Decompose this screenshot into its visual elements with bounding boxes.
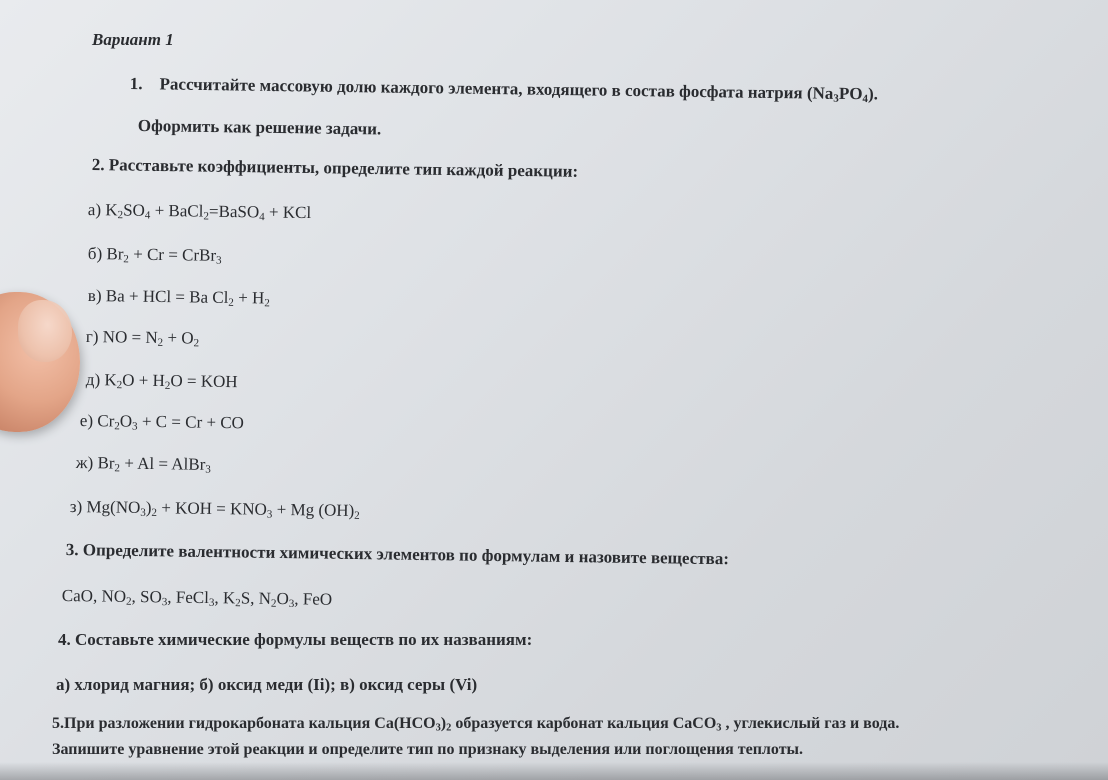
fingernail-image — [18, 300, 72, 362]
task5-part2: образуется карбонат кальция CaCO — [451, 715, 717, 732]
task4-heading: 4. Составьте химические формулы веществ по их названиям: — [58, 630, 533, 649]
reaction-zh: ж) $Br_2 + Al$ = AlBr$_3$ — [75, 453, 211, 476]
reaction-a: а) $K_2SO_4$ + BaCl$_2$=BaSO$_4$ + KCl — [87, 200, 312, 224]
task5-part3: , углекислый газ и вода. — [721, 715, 900, 732]
reaction-v-label: в) — [87, 286, 102, 306]
task4-items: а) хлорид магния; б) оксид меди (Ii); в) оксид серы (Vi) — [56, 675, 478, 694]
task1-end: ). — [867, 84, 879, 104]
task3-heading: 3. Определите валентности химических элементов по формулам и назовите вещества: — [65, 540, 730, 569]
reaction-zh-label: ж) — [75, 453, 94, 473]
reaction-b-label: б) — [87, 244, 103, 264]
reaction-d: д) $K_2O + H_2O$ = KOH — [85, 370, 238, 392]
reaction-e: е) $Cr_2O_3 + C = Cr$ + CO — [79, 411, 245, 433]
task5-line2: Запишите уравнение этой реакции и определите тип по признаку выделения или поглощения теплоты. — [52, 741, 804, 758]
task1-sub4: 4 — [862, 92, 869, 106]
reaction-v: в) Ba + HCl = Ba $Cl_2 + H_2$ — [87, 286, 270, 310]
paper-shadow — [0, 762, 1108, 780]
task2-heading: 2. Расставьте коэффициенты, определите тип каждой реакции: — [91, 155, 579, 181]
variant-title: Вариант 1 — [92, 30, 174, 49]
reaction-d-label: д) — [85, 370, 101, 390]
task3-formulas: CaO, $NO_2$, $SO_3$, FeCl$_3$, $K_2S$, $N_2O_3$, FeO — [61, 586, 333, 610]
task1-text: Рассчитайте массовую долю каждого элемента, входящего в состав фосфата натрия (Na — [159, 74, 834, 103]
task1-line2: Оформить как решение задачи. — [137, 116, 382, 139]
task1-number: 1. — [129, 74, 143, 94]
reaction-b: б) $Br_2 + Cr$ = CrBr$_3$ — [87, 244, 222, 267]
task1-line1 — [130, 74, 878, 104]
reaction-g: г) NO = $N_2 + O_2$ — [85, 327, 200, 350]
reaction-z: з) $Mg(NO_3)_2$ + KOH = $KNO_3 + Mg$ $(OH)_2$ — [69, 497, 360, 522]
reaction-a-label: а) — [87, 200, 102, 220]
reaction-z-label: з) — [69, 497, 83, 517]
task1-sub3: 3 — [833, 92, 839, 105]
task1-tail: PO — [838, 83, 863, 104]
task5-part1: 5.При разложении гидрокарбоната кальция Ca(HCO — [52, 715, 436, 732]
reaction-e-label: е) — [79, 411, 94, 431]
reaction-g-label: г) — [85, 327, 99, 347]
task5-line1: 5.При разложении гидрокарбоната кальция $Ca(HCO_3)_2$ образуется карбонат кальция CaCO$_3$ , углекислый газ и вода. — [52, 715, 900, 734]
